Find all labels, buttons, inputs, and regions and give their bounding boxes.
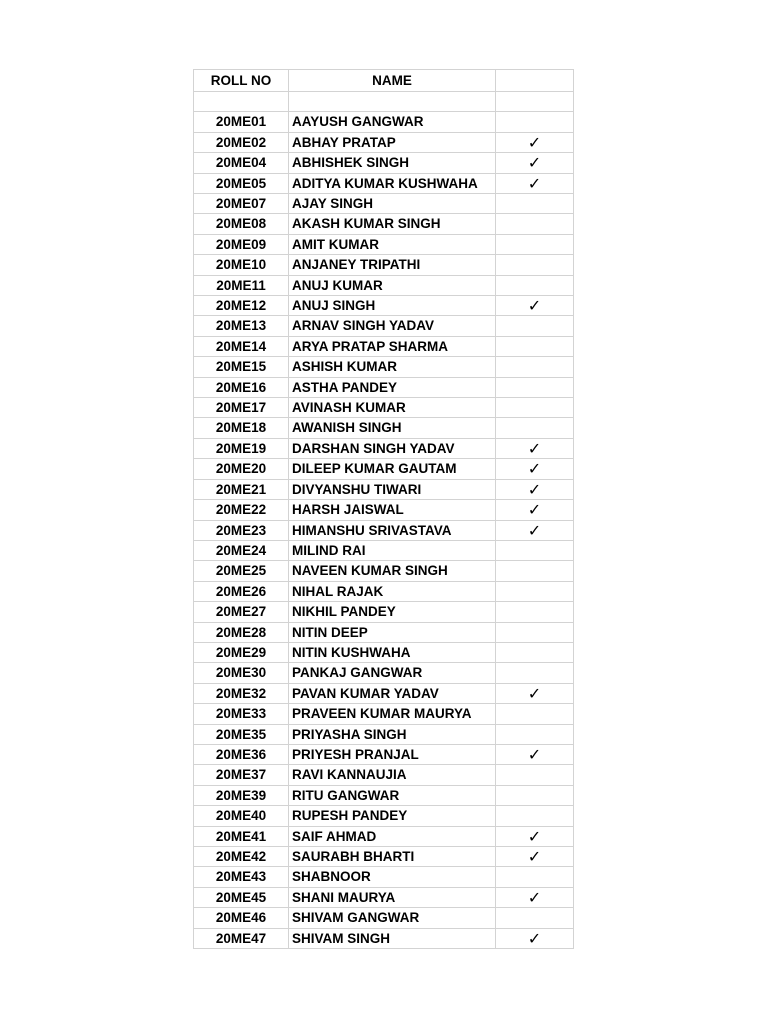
roll-no-cell: 20ME17: [194, 398, 289, 418]
check-mark-cell: [496, 540, 574, 560]
student-name-cell: RITU GANGWAR: [289, 785, 496, 805]
spacer-row: [194, 92, 574, 112]
table-row: [194, 479, 574, 499]
student-name-cell: MILIND RAI: [289, 540, 496, 560]
student-name-cell: ANUJ SINGH: [289, 296, 496, 316]
roll-no-cell: 20ME33: [194, 704, 289, 724]
check-mark-cell: [496, 663, 574, 683]
table-row: [194, 724, 574, 744]
table-row: [194, 520, 574, 540]
check-mark-cell: ✓: [496, 173, 574, 193]
student-name-cell: SHIVAM GANGWAR: [289, 908, 496, 928]
table-row: [194, 398, 574, 418]
roll-no-cell: 20ME02: [194, 132, 289, 152]
check-mark-cell: ✓: [496, 438, 574, 458]
student-name-cell: PAVAN KUMAR YADAV: [289, 683, 496, 703]
roll-no-cell: 20ME24: [194, 540, 289, 560]
roll-no-cell: 20ME01: [194, 112, 289, 132]
roll-no-cell: 20ME04: [194, 153, 289, 173]
roll-no-cell: 20ME13: [194, 316, 289, 336]
check-mark-cell: ✓: [496, 459, 574, 479]
student-name-cell: PRIYASHA SINGH: [289, 724, 496, 744]
check-mark-cell: [496, 357, 574, 377]
check-mark-cell: ✓: [496, 520, 574, 540]
student-name-cell: ASTHA PANDEY: [289, 377, 496, 397]
check-mark-cell: [496, 398, 574, 418]
check-mark-cell: [496, 418, 574, 438]
table-row: [194, 173, 574, 193]
student-name-cell: ARYA PRATAP SHARMA: [289, 336, 496, 356]
student-name-cell: AAYUSH GANGWAR: [289, 112, 496, 132]
roll-no-cell: 20ME05: [194, 173, 289, 193]
table-row: [194, 581, 574, 601]
check-mark-cell: ✓: [496, 826, 574, 846]
table-row: [194, 765, 574, 785]
student-name-cell: NIHAL RAJAK: [289, 581, 496, 601]
check-mark-cell: [496, 255, 574, 275]
roll-no-cell: 20ME16: [194, 377, 289, 397]
student-name-cell: NAVEEN KUMAR SINGH: [289, 561, 496, 581]
check-mark-cell: [496, 234, 574, 254]
student-name-cell: ARNAV SINGH YADAV: [289, 316, 496, 336]
spacer-cell: [289, 92, 496, 112]
table-row: [194, 622, 574, 642]
check-mark-cell: [496, 908, 574, 928]
student-name-cell: RUPESH PANDEY: [289, 806, 496, 826]
roll-no-cell: 20ME07: [194, 194, 289, 214]
roll-no-cell: 20ME28: [194, 622, 289, 642]
check-mark-cell: [496, 785, 574, 805]
check-mark-cell: [496, 724, 574, 744]
roll-list-table: [193, 69, 574, 949]
table-row: [194, 785, 574, 805]
roll-no-cell: 20ME15: [194, 357, 289, 377]
table-row: [194, 602, 574, 622]
student-name-cell: DILEEP KUMAR GAUTAM: [289, 459, 496, 479]
check-mark-cell: ✓: [496, 847, 574, 867]
check-mark-cell: [496, 704, 574, 724]
table-row: [194, 255, 574, 275]
student-name-cell: NITIN DEEP: [289, 622, 496, 642]
check-mark-cell: ✓: [496, 500, 574, 520]
student-name-cell: HIMANSHU SRIVASTAVA: [289, 520, 496, 540]
table-row: [194, 561, 574, 581]
student-name-cell: AKASH KUMAR SINGH: [289, 214, 496, 234]
check-mark-cell: ✓: [496, 296, 574, 316]
roll-no-cell: 20ME21: [194, 479, 289, 499]
table-row: [194, 357, 574, 377]
roll-no-cell: 20ME14: [194, 336, 289, 356]
table-row: [194, 683, 574, 703]
check-mark-cell: ✓: [496, 887, 574, 907]
roll-no-cell: 20ME40: [194, 806, 289, 826]
check-mark-cell: [496, 581, 574, 601]
student-name-cell: ASHISH KUMAR: [289, 357, 496, 377]
table-row: [194, 418, 574, 438]
check-mark-cell: [496, 642, 574, 662]
student-name-cell: SAURABH BHARTI: [289, 847, 496, 867]
roll-no-cell: 20ME25: [194, 561, 289, 581]
table-row: [194, 112, 574, 132]
check-mark-cell: [496, 214, 574, 234]
student-name-cell: SHABNOOR: [289, 867, 496, 887]
roll-no-cell: 20ME43: [194, 867, 289, 887]
check-mark-cell: [496, 316, 574, 336]
spacer-cell: [496, 92, 574, 112]
student-name-cell: DARSHAN SINGH YADAV: [289, 438, 496, 458]
table-row: [194, 275, 574, 295]
check-mark-cell: [496, 765, 574, 785]
roll-no-cell: 20ME22: [194, 500, 289, 520]
check-mark-cell: [496, 377, 574, 397]
student-name-cell: PANKAJ GANGWAR: [289, 663, 496, 683]
student-name-cell: DIVYANSHU TIWARI: [289, 479, 496, 499]
roll-no-cell: 20ME37: [194, 765, 289, 785]
roll-no-cell: 20ME30: [194, 663, 289, 683]
table-row: [194, 459, 574, 479]
table-row: [194, 234, 574, 254]
check-mark-cell: [496, 194, 574, 214]
check-mark-cell: [496, 112, 574, 132]
roll-no-cell: 20ME47: [194, 928, 289, 948]
roll-no-cell: 20ME18: [194, 418, 289, 438]
table-row: [194, 887, 574, 907]
student-name-cell: SHANI MAURYA: [289, 887, 496, 907]
student-name-cell: PRIYESH PRANJAL: [289, 744, 496, 764]
student-name-cell: AVINASH KUMAR: [289, 398, 496, 418]
student-name-cell: SHIVAM SINGH: [289, 928, 496, 948]
student-name-cell: HARSH JAISWAL: [289, 500, 496, 520]
check-mark-cell: ✓: [496, 479, 574, 499]
table-body: [194, 92, 574, 949]
table-row: [194, 908, 574, 928]
header-row: [194, 70, 574, 92]
check-mark-cell: [496, 336, 574, 356]
roll-no-cell: 20ME35: [194, 724, 289, 744]
check-mark-cell: ✓: [496, 153, 574, 173]
roll-no-cell: 20ME39: [194, 785, 289, 805]
student-name-cell: NIKHIL PANDEY: [289, 602, 496, 622]
roll-no-cell: 20ME10: [194, 255, 289, 275]
student-name-cell: AJAY SINGH: [289, 194, 496, 214]
roll-no-cell: 20ME29: [194, 642, 289, 662]
table-row: [194, 642, 574, 662]
roll-no-cell: 20ME26: [194, 581, 289, 601]
roll-no-cell: 20ME12: [194, 296, 289, 316]
check-mark-cell: ✓: [496, 683, 574, 703]
student-name-cell: AMIT KUMAR: [289, 234, 496, 254]
spacer-cell: [194, 92, 289, 112]
header-name: NAME: [289, 70, 496, 92]
table-row: [194, 214, 574, 234]
student-name-cell: ANJANEY TRIPATHI: [289, 255, 496, 275]
table-row: [194, 704, 574, 724]
roll-no-cell: 20ME41: [194, 826, 289, 846]
roll-no-cell: 20ME09: [194, 234, 289, 254]
table-row: [194, 132, 574, 152]
student-name-cell: ADITYA KUMAR KUSHWAHA: [289, 173, 496, 193]
check-mark-cell: ✓: [496, 744, 574, 764]
roll-no-cell: 20ME42: [194, 847, 289, 867]
table-row: [194, 296, 574, 316]
table-row: [194, 377, 574, 397]
student-name-cell: ABHAY PRATAP: [289, 132, 496, 152]
check-mark-cell: [496, 275, 574, 295]
roll-no-cell: 20ME19: [194, 438, 289, 458]
student-name-cell: SAIF AHMAD: [289, 826, 496, 846]
student-name-cell: ABHISHEK SINGH: [289, 153, 496, 173]
roll-no-cell: 20ME46: [194, 908, 289, 928]
header-mark: [496, 70, 574, 92]
table-row: [194, 336, 574, 356]
roll-no-cell: 20ME11: [194, 275, 289, 295]
table-row: [194, 540, 574, 560]
table-row: [194, 806, 574, 826]
table-row: [194, 194, 574, 214]
student-name-cell: RAVI KANNAUJIA: [289, 765, 496, 785]
roll-no-cell: 20ME20: [194, 459, 289, 479]
table-row: [194, 847, 574, 867]
student-name-cell: PRAVEEN KUMAR MAURYA: [289, 704, 496, 724]
header-roll-no: ROLL NO: [194, 70, 289, 92]
table-row: [194, 316, 574, 336]
check-mark-cell: [496, 867, 574, 887]
student-name-cell: AWANISH SINGH: [289, 418, 496, 438]
check-mark-cell: ✓: [496, 132, 574, 152]
check-mark-cell: ✓: [496, 928, 574, 948]
roll-no-cell: 20ME45: [194, 887, 289, 907]
table-row: [194, 928, 574, 948]
check-mark-cell: [496, 622, 574, 642]
student-name-cell: NITIN KUSHWAHA: [289, 642, 496, 662]
student-name-cell: ANUJ KUMAR: [289, 275, 496, 295]
check-mark-cell: [496, 806, 574, 826]
roll-no-cell: 20ME08: [194, 214, 289, 234]
check-mark-cell: [496, 602, 574, 622]
table-row: [194, 153, 574, 173]
roll-no-cell: 20ME36: [194, 744, 289, 764]
table-row: [194, 744, 574, 764]
table-row: [194, 826, 574, 846]
table-row: [194, 867, 574, 887]
table-row: [194, 663, 574, 683]
table-row: [194, 500, 574, 520]
check-mark-cell: [496, 561, 574, 581]
roll-no-cell: 20ME32: [194, 683, 289, 703]
roll-no-cell: 20ME23: [194, 520, 289, 540]
roll-no-cell: 20ME27: [194, 602, 289, 622]
table-row: [194, 438, 574, 458]
